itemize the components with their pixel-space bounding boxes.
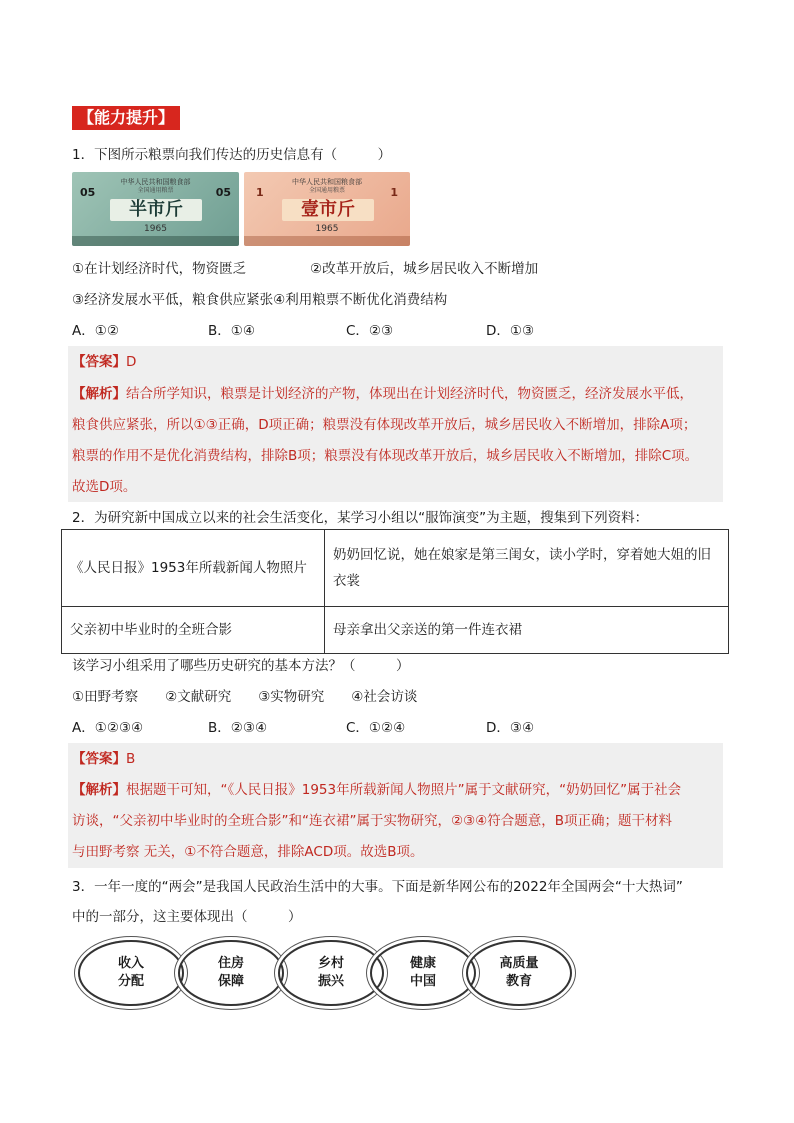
- analysis-label: 【解析】: [72, 386, 126, 402]
- keyword-text: 健康 中国: [409, 956, 436, 989]
- analysis-text: 结合所学知识，粮票是计划经济的产物，体现出在计划经济时代，物资匮乏，经济发展水平低，: [126, 386, 693, 402]
- ticket-decoration-band: [244, 236, 410, 246]
- analysis-text: 根据题干可知，“《人民日报》1953年所载新闻人物照片”属于文献研究，“奶奶回忆”属于社会: [126, 782, 682, 798]
- keyword-ellipse: [466, 940, 572, 1006]
- q2-answer: [72, 750, 135, 768]
- answer-label: 【答案】: [72, 354, 126, 370]
- q3-stem-line-2: 中的一部分，这主要体现出（ ）: [72, 909, 302, 925]
- ration-ticket-half-jin: [72, 172, 239, 246]
- ration-ticket-one-jin: [244, 172, 410, 246]
- ticket-denom-left: 05: [80, 186, 96, 199]
- cell-line: 奶奶回忆说，她在娘家是第三闺女，读小学时，穿着她大姐的旧: [333, 547, 711, 563]
- q1-item-1: ①在计划经济时代，物资匮乏: [72, 261, 247, 277]
- keyword-text: 高质量 教育: [499, 956, 539, 989]
- ticket-year: 1965: [315, 224, 339, 234]
- q1-item-2: ②改革开放后，城乡居民收入不断增加: [310, 261, 539, 277]
- q1-analysis-line-4: 故选D项。: [72, 479, 137, 495]
- keyword-text: 乡村 振兴: [317, 956, 344, 989]
- section-title: 【能力提升】: [72, 106, 180, 130]
- q2-analysis-line-1: [72, 781, 681, 799]
- ticket-subheader: 全国通用粮票: [137, 187, 174, 194]
- ticket-denom-left: 1: [256, 186, 264, 199]
- q2-items: ①田野考察 ②文献研究 ③实物研究 ④社会访谈: [72, 689, 418, 705]
- table-row: [62, 607, 729, 654]
- q1-items-3-4: ③经济发展水平低，粮食供应紧张④利用粮票不断优化消费结构: [72, 292, 448, 308]
- keyword-ellipse: [78, 940, 184, 1006]
- keyword-ellipse: [370, 940, 476, 1006]
- ticket-subheader: 全国通用粮票: [308, 187, 345, 194]
- table-cell: 《人民日报》1953年所载新闻人物照片: [62, 530, 325, 607]
- table-cell: 父亲初中毕业时的全班合影: [62, 607, 325, 654]
- table-row: [62, 530, 729, 607]
- q1-analysis-line-2: 粮食供应紧张，所以①③正确，D项正确；粮票没有体现改革开放后，城乡居民收入不断增加，排除A项；: [72, 417, 697, 433]
- answer-value: D: [126, 354, 137, 370]
- q2-question: 该学习小组采用了哪些历史研究的基本方法？（ ）: [72, 658, 410, 674]
- ticket-header: 中华人民共和国粮食部: [120, 178, 191, 186]
- keyword-ellipse: [278, 940, 384, 1006]
- cell-line: 衣裳: [333, 573, 360, 589]
- ticket-decoration-band: [72, 236, 239, 246]
- table-cell: [325, 530, 729, 607]
- q2-option-c: C．①②④: [346, 720, 406, 736]
- q2-analysis-line-2: 访谈，“父亲初中毕业时的全班合影”和“连衣裙”属于实物研究，②③④符合题意，B项正确；题干材料: [72, 813, 673, 829]
- q2-analysis-line-3: 与田野考察 无关，①不符合题意，排除ACD项。故选B项。: [72, 844, 424, 860]
- ticket-main-text: 壹市斤: [282, 199, 374, 221]
- q1-option-b: B．①④: [208, 323, 255, 339]
- ticket-year: 1965: [144, 224, 167, 234]
- keyword-text: 住房 保障: [217, 956, 244, 989]
- q1-answer: [72, 353, 136, 371]
- q1-option-a: A．①②: [72, 323, 119, 339]
- q3-stem-line-1: 3．一年一度的“两会”是我国人民政治生活中的大事。下面是新华网公布的2022年全国两会“十大热词”: [72, 879, 683, 895]
- q1-analysis-line-1: [72, 385, 693, 403]
- answer-label: 【答案】: [72, 751, 126, 767]
- q1-analysis-line-3: 粮票的作用不是优化消费结构，排除B项；粮票没有体现改革开放后，城乡居民收入不断增加，排除C项。: [72, 448, 699, 464]
- keyword-ellipse: [178, 940, 284, 1006]
- analysis-label: 【解析】: [72, 782, 126, 798]
- q2-option-d: D．③④: [486, 720, 535, 736]
- q2-option-a: A．①②③④: [72, 720, 144, 736]
- ticket-main-text: 半市斤: [110, 199, 202, 221]
- q2-stem: 2．为研究新中国成立以来的社会生活变化，某学习小组以“服饰演变”为主题，搜集到下列资料：: [72, 510, 649, 526]
- ticket-denom-right: 1: [390, 186, 398, 199]
- ticket-denom-right: 05: [215, 186, 231, 199]
- table-cell: 母亲拿出父亲送的第一件连衣裙: [325, 607, 729, 654]
- q1-option-d: D．①③: [486, 323, 535, 339]
- q2-source-table: [61, 529, 729, 654]
- keyword-text: 收入 分配: [117, 956, 144, 989]
- q1-option-c: C．②③: [346, 323, 394, 339]
- q1-stem: 1．下图所示粮票向我们传达的历史信息有（ ）: [72, 147, 392, 163]
- ticket-header: 中华人民共和国粮食部: [292, 178, 362, 186]
- q2-option-b: B．②③④: [208, 720, 268, 736]
- answer-value: B: [126, 751, 136, 767]
